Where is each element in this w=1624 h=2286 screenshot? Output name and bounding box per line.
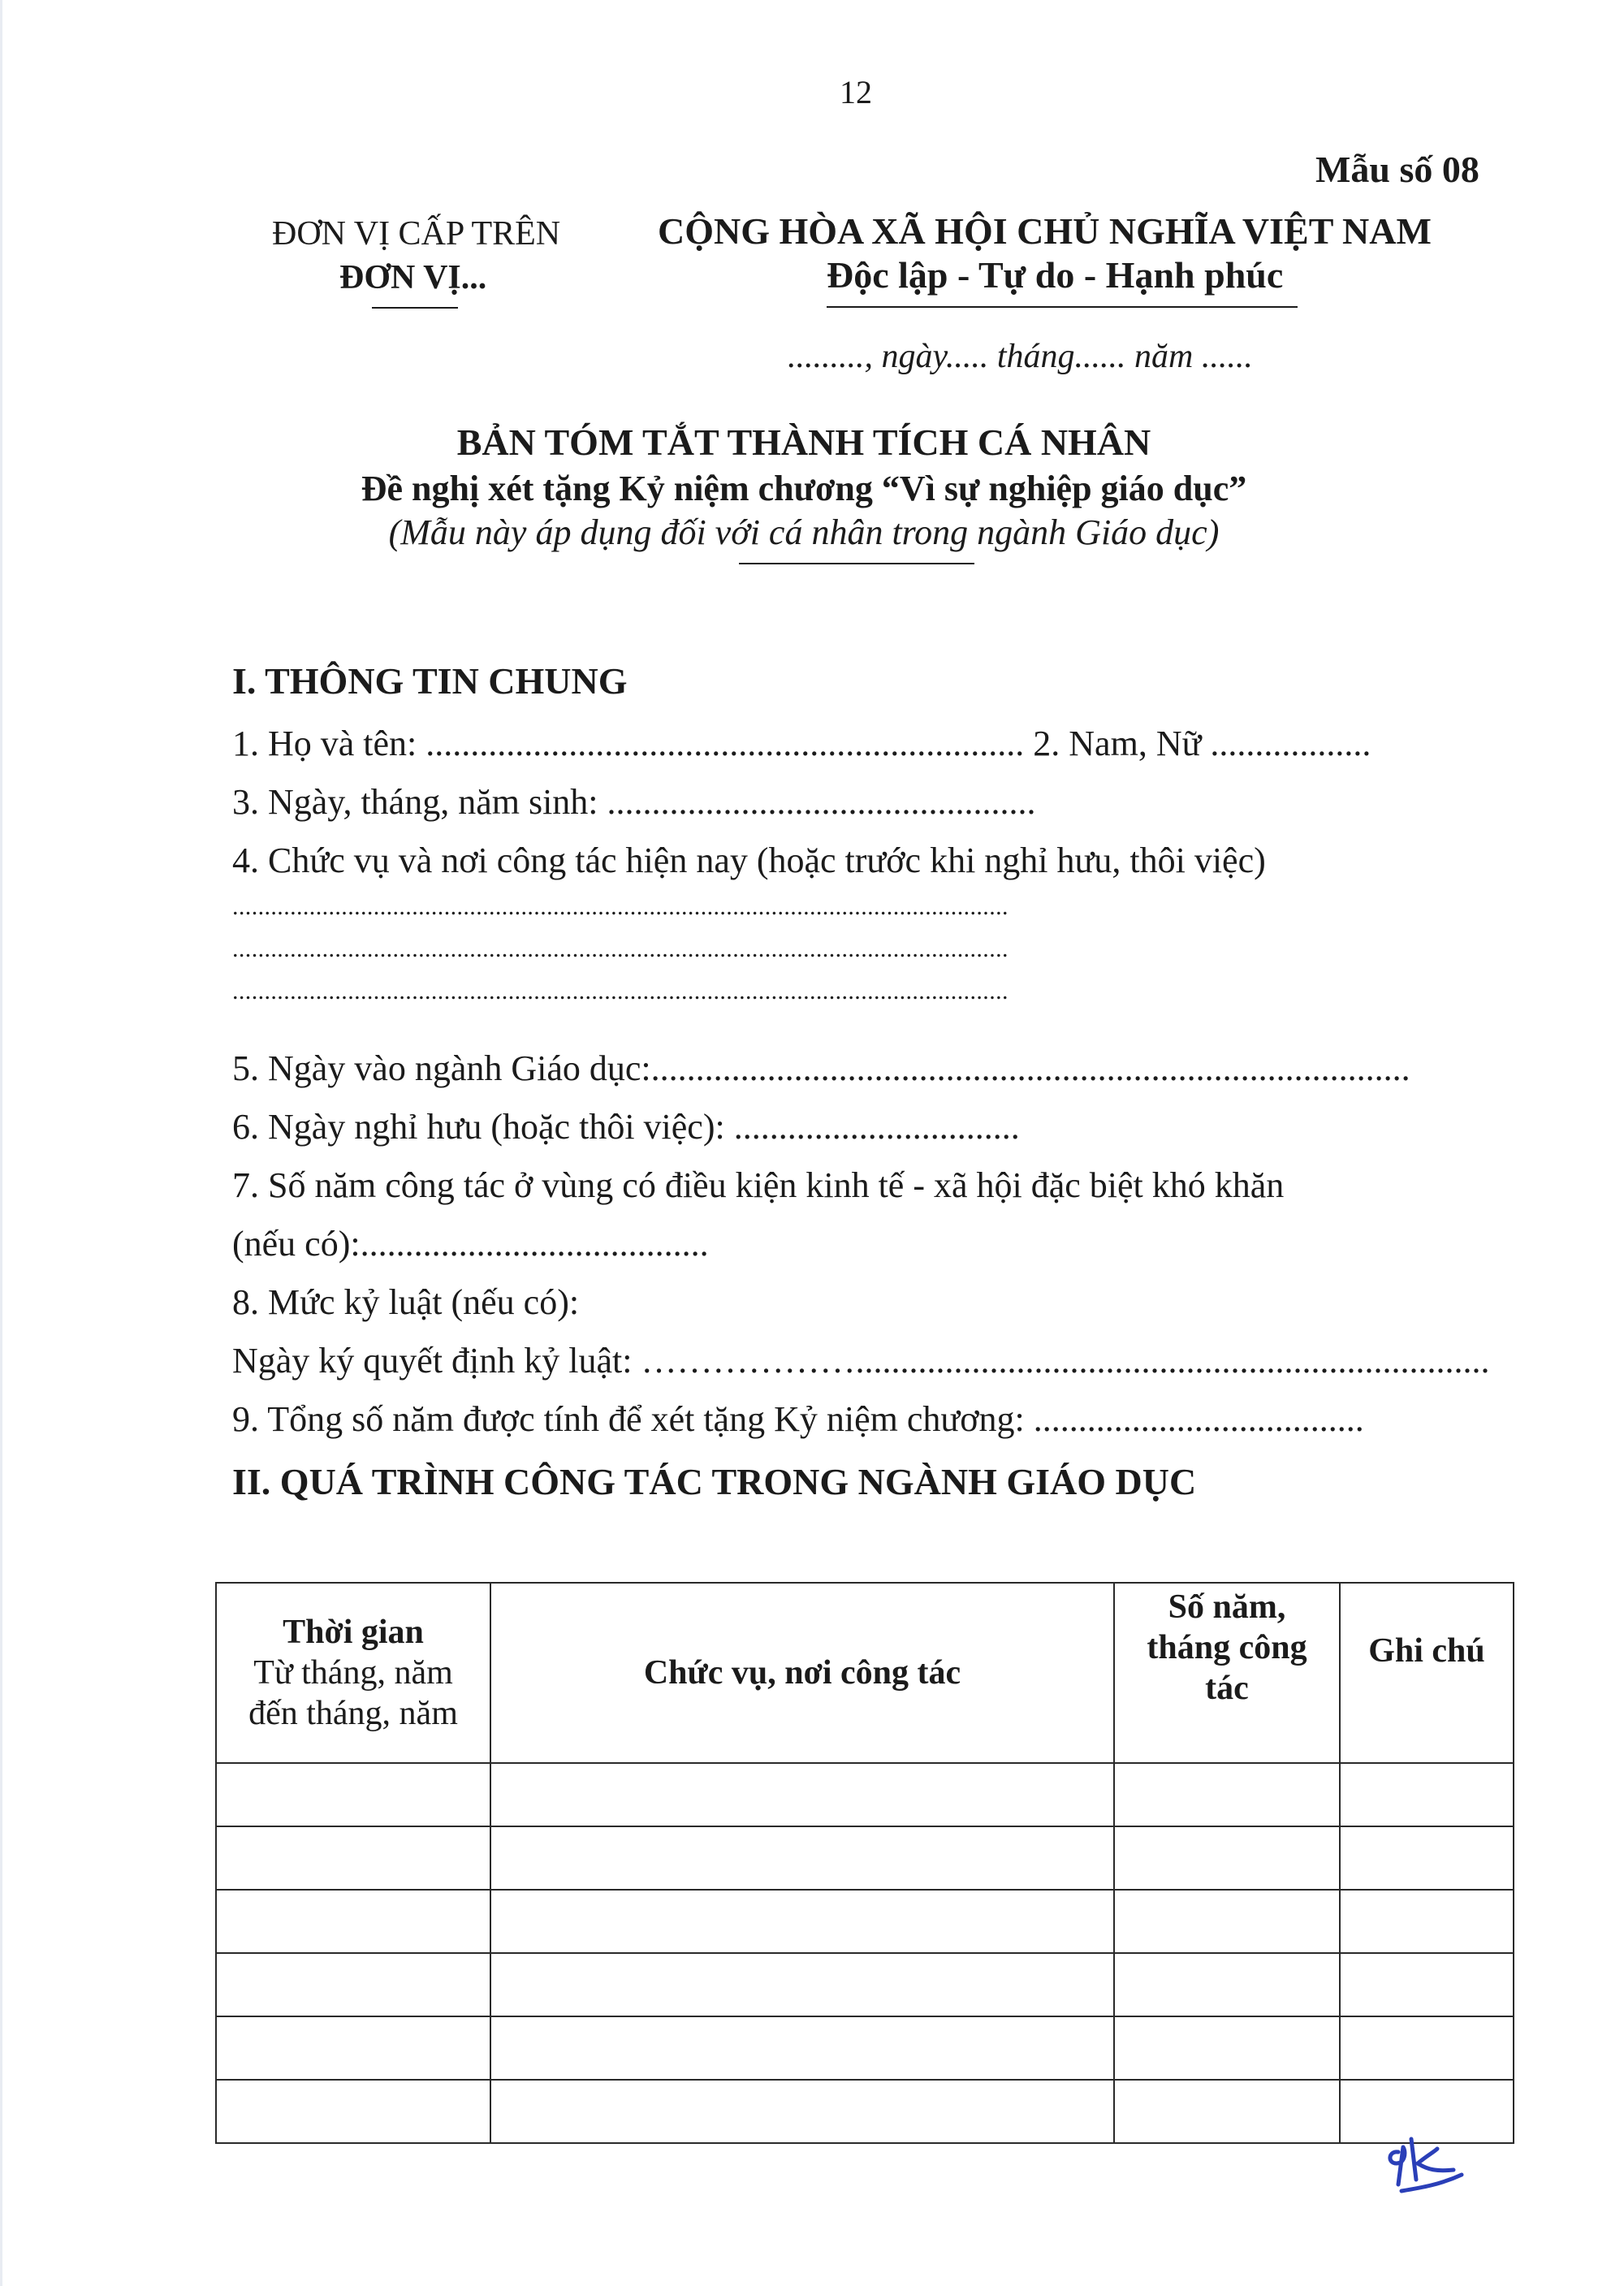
col-time-title: Thời gian (283, 1614, 424, 1651)
date-line: ........., ngày..... tháng...... năm ...... (788, 338, 1253, 375)
table-cell (490, 1890, 1114, 1953)
title-underline (739, 563, 974, 564)
header-left-line2: ĐƠN VỊ... (339, 259, 487, 296)
field-position-blank-1: ......................................................................................................................... (232, 893, 1009, 920)
table-row (216, 1890, 1514, 1953)
col-years-header (1114, 1583, 1340, 1763)
field-total-years: 9. Tổng số năm được tính để xét tặng Kỷ niệm chương: ..................................... (232, 1399, 1364, 1439)
col-years-line2: tháng công (1147, 1629, 1307, 1666)
table-cell (216, 2016, 490, 2080)
table-cell (1114, 2016, 1340, 2080)
table-cell (1114, 1826, 1340, 1890)
col-note-header (1340, 1583, 1514, 1763)
table-cell (1114, 1890, 1340, 1953)
field-position-blank-3: ......................................................................................................................... (232, 978, 1009, 1005)
field-discipline: 8. Mức kỷ luật (nếu có): (232, 1282, 580, 1322)
table-cell (1114, 1953, 1340, 2016)
page-number: 12 (840, 74, 872, 110)
table-row (216, 1953, 1514, 2016)
header-left-underline (372, 307, 458, 309)
section2-heading: II. QUÁ TRÌNH CÔNG TÁC TRONG NGÀNH GIÁO DỤC (232, 1461, 1197, 1502)
col-years-line3: tác (1205, 1670, 1249, 1707)
table-cell (216, 1763, 490, 1826)
table-header-row (216, 1583, 1514, 1763)
field-discipline-date: Ngày ký quyết định kỷ luật: ………………....................................................................... (232, 1341, 1490, 1381)
header-right-underline (827, 306, 1298, 308)
table-cell (1340, 1763, 1514, 1826)
col-time-sub1: Từ tháng, năm (253, 1654, 453, 1692)
table-cell (216, 1890, 490, 1953)
table-cell (216, 1826, 490, 1890)
header-right-line2: Độc lập - Tự do - Hạnh phúc (827, 254, 1284, 296)
field-hardship-years: 7. Số năm công tác ở vùng có điều kiện kinh tế - xã hội đặc biệt khó khăn (232, 1165, 1285, 1205)
field-start-date: 5. Ngày vào ngành Giáo dục:..................................................................................... (232, 1048, 1410, 1088)
table-cell (490, 2080, 1114, 2143)
table-cell (216, 2080, 490, 2143)
scan-edge (0, 0, 2, 2286)
table-row (216, 2016, 1514, 2080)
col-position-title: Chức vụ, nơi công tác (643, 1654, 961, 1692)
table-cell (216, 1953, 490, 2016)
field-full-name: 1. Họ và tên: ................................................................... 2. Nam, Nữ .................. (232, 724, 1371, 763)
table-cell (490, 1826, 1114, 1890)
table-cell (1340, 2016, 1514, 2080)
table-cell (1340, 1826, 1514, 1890)
document-subtitle: Đề nghị xét tặng Kỷ niệm chương “Vì sự nghiệp giáo dục” (361, 469, 1247, 508)
work-history-table (215, 1582, 1514, 2144)
table-row (216, 1763, 1514, 1826)
document-note: (Mẫu này áp dụng đối với cá nhân trong ngành Giáo dục) (388, 512, 1220, 552)
field-position: 4. Chức vụ và nơi công tác hiện nay (hoặc trước khi nghỉ hưu, thôi việc) (232, 841, 1266, 880)
col-years-line1: Số năm, (1168, 1588, 1286, 1626)
table-body (216, 1763, 1514, 2143)
field-birth-date: 3. Ngày, tháng, năm sinh: ................................................ (232, 782, 1036, 822)
table-cell (1340, 1890, 1514, 1953)
section1-heading: I. THÔNG TIN CHUNG (232, 660, 628, 702)
header-right-line1: CỘNG HÒA XÃ HỘI CHỦ NGHĨA VIỆT NAM (658, 210, 1432, 252)
field-position-blank-2: ......................................................................................................................... (232, 936, 1009, 962)
form-code: Mẫu số 08 (1315, 149, 1479, 190)
table-row (216, 2080, 1514, 2143)
table-row (216, 1826, 1514, 1890)
table-cell (1114, 2080, 1340, 2143)
field-hardship-years-cont: (nếu có):....................................... (232, 1224, 709, 1264)
document-title: BẢN TÓM TẮT THÀNH TÍCH CÁ NHÂN (456, 421, 1151, 463)
table-cell (490, 1953, 1114, 2016)
table-cell (1340, 1953, 1514, 2016)
header-left-line1: ĐƠN VỊ CẤP TRÊN (272, 215, 561, 253)
col-position-header (490, 1583, 1114, 1763)
table-cell (1114, 1763, 1340, 1826)
col-time-header (216, 1583, 490, 1763)
col-time-sub2: đến tháng, năm (248, 1695, 458, 1732)
table-cell (490, 2016, 1114, 2080)
field-retire-date: 6. Ngày nghỉ hưu (hoặc thôi việc): ................................ (232, 1107, 1020, 1147)
table-cell (490, 1763, 1114, 1826)
handwritten-initials (1380, 2128, 1470, 2201)
col-note-title: Ghi chú (1368, 1632, 1485, 1670)
